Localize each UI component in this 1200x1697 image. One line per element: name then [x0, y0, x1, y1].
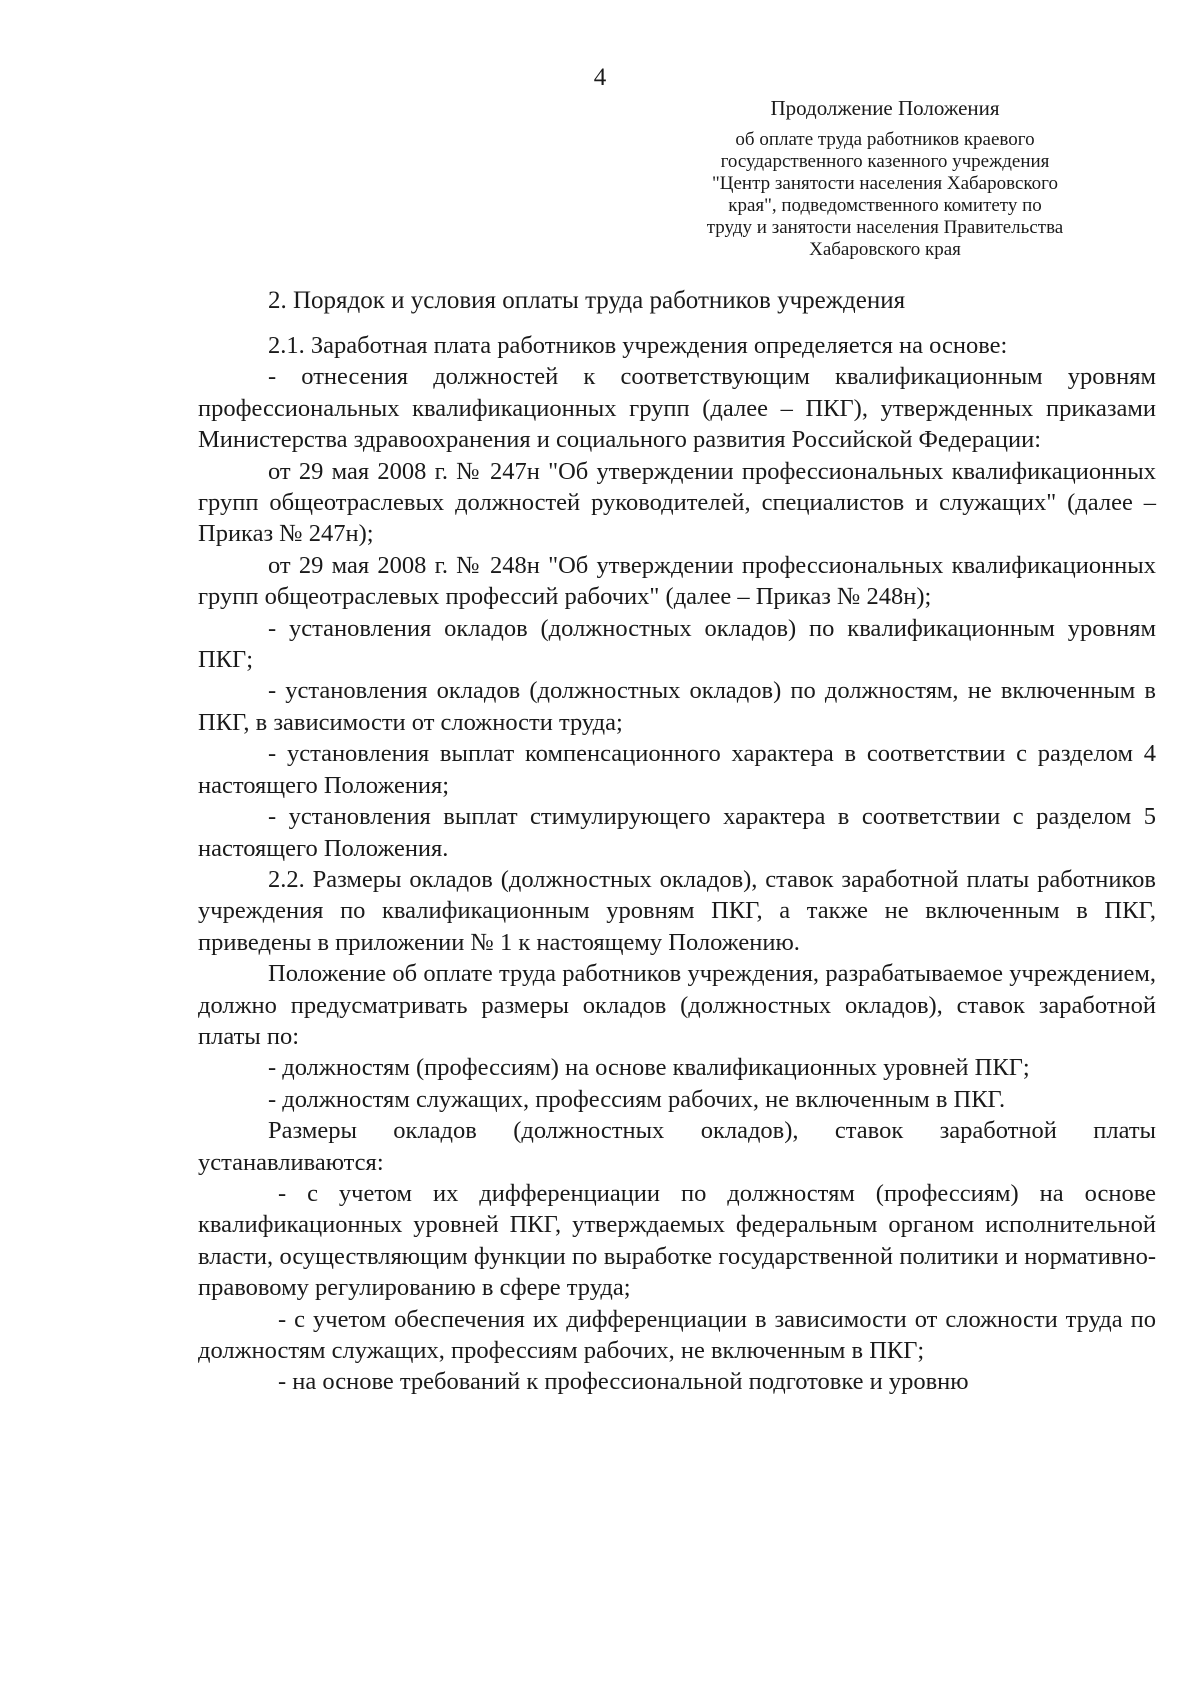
- list-item: от 29 мая 2008 г. № 247н "Об утверждении профессиональных квалификационных групп общеотраслевых должностей руководителей, специалистов и служащих" (далее – Приказ № 247н);: [198, 457, 1156, 548]
- list-item: - на основе требований к профессиональной подготовке и уровню: [278, 1368, 969, 1396]
- list-item: - отнесения должностей к соответствующим квалификационным уровням профессиональных квалификационных групп (далее – ПКГ), утвержденных приказами Министерства здравоохранения и социального развития Российской Федерации:: [198, 363, 1156, 454]
- list-item: от 29 мая 2008 г. № 248н "Об утверждении профессиональных квалификационных групп общеотраслевых профессий рабочих" (далее – Приказ № 248н);: [198, 551, 1156, 611]
- list-item: - с учетом их дифференциации по должностям (профессиям) на основе квалификационных уровней ПКГ, утверждаемых федеральным органом исполнительной власти, осуществляющим функции по выработке государственной политики и нормативно-правовому регулированию в сфере труда;: [198, 1179, 1156, 1302]
- section-heading: 2. Порядок и условия оплаты труда работников учреждения: [268, 287, 906, 314]
- paragraph: Положение об оплате труда работников учреждения, разрабатываемое учреждением, должно предусматривать размеры окладов (должностных окладов), ставок заработной платы по:: [198, 960, 1156, 1050]
- continuation-title: Продолжение Положения: [770, 96, 1000, 120]
- list-item: - установления окладов (должностных окладов) по должностям, не включенным в ПКГ, в зависимости от сложности труда;: [198, 677, 1156, 736]
- continuation-line: труду и занятости населения Правительства: [706, 217, 1064, 238]
- continuation-line: края", подведомственного комитету по: [728, 195, 1042, 216]
- paragraph: Размеры окладов (должностных окладов), ставок заработной платы устанавливаются:: [198, 1117, 1156, 1176]
- document-continuation-header: [650, 97, 1120, 261]
- continuation-line: Хабаровского края: [809, 239, 961, 260]
- paragraph-2-1: 2.1. Заработная плата работников учреждения определяется на основе:: [268, 332, 1008, 359]
- list-item: - установления выплат компенсационного характера в соответствии с разделом 4 настоящего Положения;: [198, 740, 1156, 799]
- list-item: - установления окладов (должностных окладов) по квалификационным уровням ПКГ;: [198, 614, 1156, 674]
- continuation-line: государственного казенного учреждения: [720, 151, 1050, 172]
- list-item: - с учетом обеспечения их дифференциации в зависимости от сложности труда по должностям служащих, профессиям рабочих, не включенным в ПКГ;: [198, 1305, 1156, 1364]
- list-item: - установления выплат стимулирующего характера в соответствии с разделом 5 настоящего Положения.: [198, 803, 1156, 862]
- page-number: 4: [593, 64, 607, 91]
- paragraph-2-2: 2.2. Размеры окладов (должностных окладов), ставок заработной платы работников учреждения по квалификационным уровням ПКГ, а также не включенным в ПКГ, приведены в приложении № 1 к настоящему Положению.: [198, 865, 1156, 956]
- document-body: [198, 330, 1156, 1398]
- list-item: - должностям служащих, профессиям рабочих, не включенным в ПКГ.: [268, 1085, 1006, 1113]
- list-item: - должностям (профессиям) на основе квалификационных уровней ПКГ;: [268, 1054, 1030, 1082]
- continuation-line: "Центр занятости населения Хабаровского: [712, 173, 1058, 194]
- continuation-line: об оплате труда работников краевого: [735, 129, 1035, 150]
